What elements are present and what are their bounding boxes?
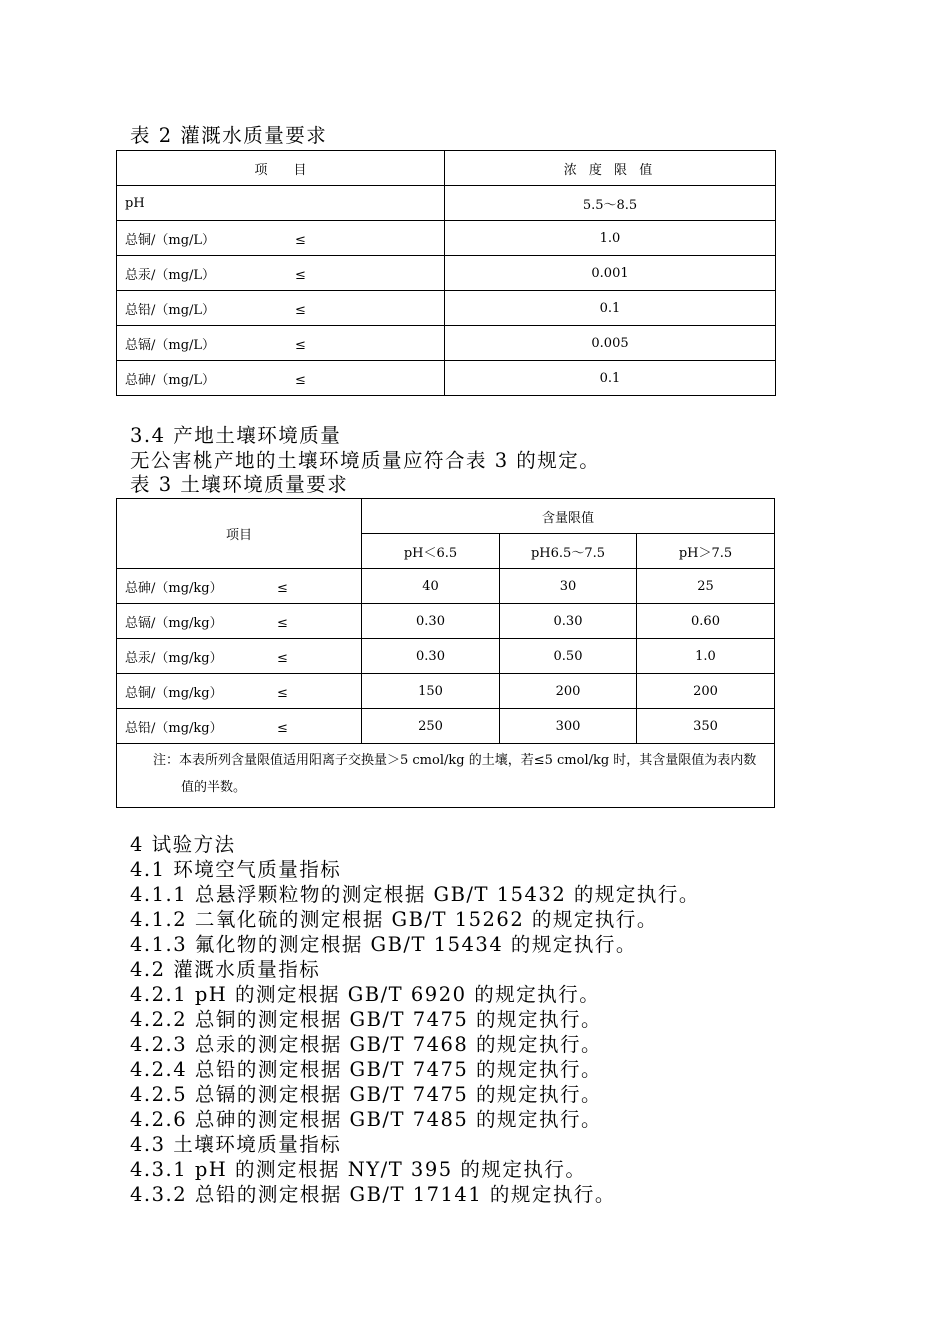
paragraph: 4.3.2 总铅的测定根据 GB/T 17141 的规定执行。 <box>130 1183 616 1206</box>
paragraph: 4.2.2 总铜的测定根据 GB/T 7475 的规定执行。 <box>130 1008 603 1031</box>
table-row <box>117 361 776 396</box>
row-item: 总镉/（mg/L） ≤ <box>117 326 445 361</box>
table2 <box>116 150 776 396</box>
table3-note-row <box>117 744 775 808</box>
table-row <box>117 604 775 639</box>
section-heading: 4.3 土壤环境质量指标 <box>130 1133 342 1156</box>
section-heading: 4.1 环境空气质量指标 <box>130 858 342 881</box>
table2-header-item: 项 目 <box>117 151 445 186</box>
table3-header-row <box>117 499 775 534</box>
section-heading: 4 试验方法 <box>130 833 236 856</box>
table2-caption: 表 2 灌溉水质量要求 <box>130 124 328 147</box>
paragraph: 4.2.6 总砷的测定根据 GB/T 7485 的规定执行。 <box>130 1108 603 1131</box>
table3-subheader: pH＜6.5 <box>362 534 500 569</box>
row-value: 0.30 <box>362 604 500 639</box>
row-item: 总铜/（mg/L） ≤ <box>117 221 445 256</box>
paragraph: 4.2.1 pH 的测定根据 GB/T 6920 的规定执行。 <box>130 983 601 1006</box>
row-value: 0.30 <box>500 604 637 639</box>
row-item: 总砷/（mg/L） ≤ <box>117 361 445 396</box>
table3-header-limit: 含量限值 <box>362 499 775 534</box>
row-value: 300 <box>500 709 637 744</box>
row-value: 1.0 <box>445 221 776 256</box>
table-row <box>117 674 775 709</box>
table-row <box>117 186 776 221</box>
table3-note: 注：本表所列含量限值适用阳离子交换量＞5 cmol/kg 的土壤，若≤5 cmol/kg 时，其含量限值为表内数值的半数。 <box>117 744 775 808</box>
row-item: 总砷/（mg/kg） ≤ <box>117 569 362 604</box>
table-row <box>117 291 776 326</box>
row-value: 0.1 <box>445 291 776 326</box>
row-value: 0.1 <box>445 361 776 396</box>
paragraph: 4.3.1 pH 的测定根据 NY/T 395 的规定执行。 <box>130 1158 587 1181</box>
table-row <box>117 709 775 744</box>
section-heading: 4.2 灌溉水质量指标 <box>130 958 321 981</box>
table3 <box>116 498 775 808</box>
table3-subheader: pH＞7.5 <box>637 534 775 569</box>
table-row <box>117 256 776 291</box>
paragraph: 4.2.5 总镉的测定根据 GB/T 7475 的规定执行。 <box>130 1083 603 1106</box>
row-value: 0.005 <box>445 326 776 361</box>
row-value: 200 <box>637 674 775 709</box>
row-item: pH <box>117 186 445 221</box>
row-value: 0.60 <box>637 604 775 639</box>
row-value: 25 <box>637 569 775 604</box>
row-value: 200 <box>500 674 637 709</box>
row-item: 总镉/（mg/kg） ≤ <box>117 604 362 639</box>
row-value: 150 <box>362 674 500 709</box>
table-row <box>117 569 775 604</box>
paragraph: 4.1.3 氟化物的测定根据 GB/T 15434 的规定执行。 <box>130 933 637 956</box>
paragraph: 4.1.1 总悬浮颗粒物的测定根据 GB/T 15432 的规定执行。 <box>130 883 700 906</box>
paragraph: 无公害桃产地的土壤环境质量应符合表 3 的规定。 <box>130 449 601 472</box>
row-value: 250 <box>362 709 500 744</box>
paragraph: 4.1.2 二氧化硫的测定根据 GB/T 15262 的规定执行。 <box>130 908 658 931</box>
row-item: 总汞/（mg/kg） ≤ <box>117 639 362 674</box>
row-value: 1.0 <box>637 639 775 674</box>
table-row <box>117 221 776 256</box>
row-value: 40 <box>362 569 500 604</box>
table2-header-limit: 浓 度 限 值 <box>445 151 776 186</box>
table3-subheader: pH6.5～7.5 <box>500 534 637 569</box>
row-value: 350 <box>637 709 775 744</box>
row-item: 总汞/（mg/L） ≤ <box>117 256 445 291</box>
row-value: 0.50 <box>500 639 637 674</box>
row-item: 总铅/（mg/L） ≤ <box>117 291 445 326</box>
row-value: 5.5～8.5 <box>445 186 776 221</box>
table3-caption: 表 3 土壤环境质量要求 <box>130 473 349 496</box>
paragraph: 4.2.3 总汞的测定根据 GB/T 7468 的规定执行。 <box>130 1033 603 1056</box>
row-item: 总铜/（mg/kg） ≤ <box>117 674 362 709</box>
table-row <box>117 326 776 361</box>
row-item: 总铅/（mg/kg） ≤ <box>117 709 362 744</box>
table3-header-item: 项目 <box>117 499 362 569</box>
row-value: 30 <box>500 569 637 604</box>
table2-header-row <box>117 151 776 186</box>
row-value: 0.001 <box>445 256 776 291</box>
paragraph: 4.2.4 总铅的测定根据 GB/T 7475 的规定执行。 <box>130 1058 603 1081</box>
row-value: 0.30 <box>362 639 500 674</box>
section-heading: 3.4 产地土壤环境质量 <box>130 424 342 447</box>
table-row <box>117 639 775 674</box>
